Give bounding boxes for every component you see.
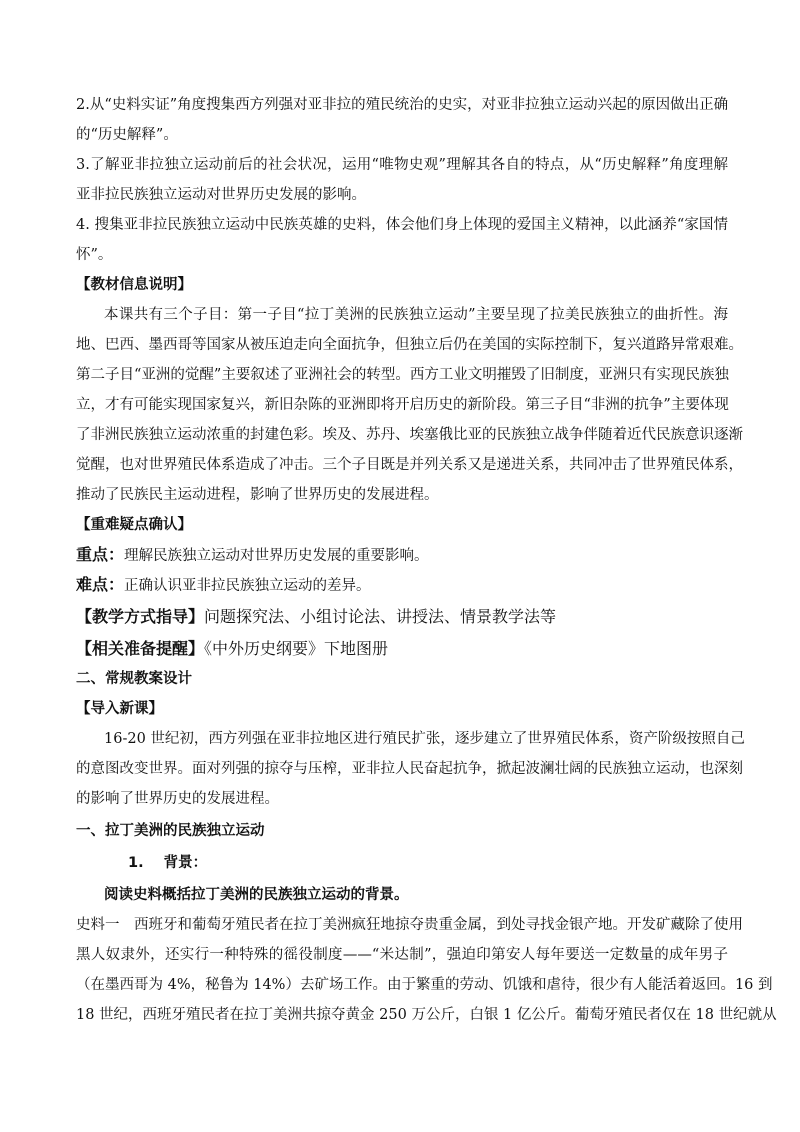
- text-line: 亚非拉民族独立运动对世界历史发展的影响。: [76, 187, 366, 203]
- text-line: 2.从“史料实证”角度搜集西方列强对亚非拉的殖民统治的史实，对亚非拉独立运动兴起的原因做出正确: [76, 97, 729, 113]
- teaching-method-label: 【教学方式指导】: [76, 607, 205, 626]
- text-line: 4. 搜集亚非拉民族独立运动中民族英雄的史料，体会他们身上体现的爱国主义精神，以此涵养“家国情: [76, 217, 728, 233]
- difficult-point-row: [76, 572, 728, 598]
- text-line: 怀”。: [76, 247, 113, 263]
- subheading-title: 背景：: [163, 855, 208, 871]
- text-line: 的“历史解释”。: [76, 127, 178, 143]
- textbook-info-paragraph: [76, 302, 743, 508]
- key-point-label: 重点：: [76, 545, 125, 564]
- key-point-text: 理解民族独立运动对世界历史发展的重要影响。: [124, 548, 429, 564]
- teaching-method-row: [76, 604, 728, 630]
- objective-item-2: [76, 92, 728, 148]
- source-paragraph: [76, 912, 777, 1028]
- difficult-point-text: 正确认识亚非拉民族独立运动的差异。: [124, 578, 371, 594]
- text-line: 的意图改变世界。面对列强的掠夺与压榨，亚非拉人民奋起抗争，掀起波澜壮阔的民族独立运动，也深刻: [76, 761, 743, 777]
- text-line: 18 世纪，西班牙殖民者在拉丁美洲共掠夺黄金 250 万公斤，白银 1 亿公斤。葡萄牙殖民者仅在 18 世纪就从: [76, 1007, 777, 1023]
- subheading-background: [76, 850, 728, 876]
- text-line: 觉醒，也对世界殖民体系造成了冲击。三个子目既是并列关系又是递进关系，共同冲击了世界殖民体系，: [76, 457, 743, 473]
- text-line: 推动了民族民主运动进程，影响了世界历史的发展进程。: [76, 487, 439, 503]
- preparation-row: [76, 636, 728, 662]
- objective-item-4: [76, 212, 728, 268]
- section-title: 二、常规教案设计: [76, 671, 192, 687]
- text-line: 3.了解亚非拉独立运动前后的社会状况，运用“唯物史观”理解其各自的特点，从“历史解释”角度理解: [76, 157, 728, 173]
- text-line: 地、巴西、墨西哥等国家从被压迫走向全面抗争，但独立后仍在美国的实际控制下，复兴道路异常艰难。: [76, 337, 743, 353]
- text-line: 史料一 西班牙和葡萄牙殖民者在拉丁美洲疯狂地掠夺贵重金属，到处寻找金银产地。开发矿藏除了使用: [76, 917, 743, 933]
- preparation-text: 《中外历史纲要》下地图册: [204, 639, 389, 658]
- teaching-method-text: 问题探究法、小组讨论法、讲授法、情景教学法等: [204, 607, 557, 626]
- subheading-number: 1.: [128, 855, 144, 871]
- key-points-heading: 【重难疑点确认】: [76, 517, 192, 533]
- intro-heading: 【导入新课】: [76, 701, 163, 717]
- text-line: 16-20 世纪初，西方列强在亚非拉地区进行殖民扩张，逐步建立了世界殖民体系，资产阶级按照自己: [104, 731, 745, 747]
- intro-paragraph: [76, 726, 745, 812]
- preparation-label: 【相关准备提醒】: [76, 639, 205, 658]
- document-page: [76, 92, 777, 1028]
- text-line: 了非洲民族独立运动浓重的封建色彩。埃及、苏丹、埃塞俄比亚的民族独立战争伴随着近代民族意识逐渐: [76, 427, 743, 443]
- key-point-row: [76, 542, 728, 568]
- text-line: 本课共有三个子目：第一子目“拉丁美洲的民族独立运动”主要呈现了拉美民族独立的曲折性。海: [104, 307, 728, 323]
- objective-item-3: [76, 152, 728, 208]
- task-instruction: 阅读史料概括拉丁美洲的民族独立运动的背景。: [104, 887, 409, 903]
- textbook-info-heading: 【教材信息说明】: [76, 277, 192, 293]
- text-line: （在墨西哥为 4%，秘鲁为 14%）去矿场工作。由于繁重的劳动、饥饿和虐待，很少有人能活着返回。16 到: [76, 977, 773, 993]
- text-line: 立，才有可能实现国家复兴，新旧杂陈的亚洲即将开启历史的新阶段。第三子目“非洲的抗争”主要体现: [76, 397, 729, 413]
- text-line: 的影响了世界历史的发展进程。: [76, 791, 279, 807]
- text-line: 黑人奴隶外，还实行一种特殊的徭役制度——“米达制”，强迫印第安人每年要送一定数量的成年男子: [76, 947, 728, 963]
- part-title: 一、拉丁美洲的民族独立运动: [76, 823, 265, 839]
- difficult-point-label: 难点：: [76, 575, 125, 594]
- text-line: 第二子目“亚洲的觉醒”主要叙述了亚洲社会的转型。西方工业文明摧毁了旧制度，亚洲只有实现民族独: [76, 367, 729, 383]
